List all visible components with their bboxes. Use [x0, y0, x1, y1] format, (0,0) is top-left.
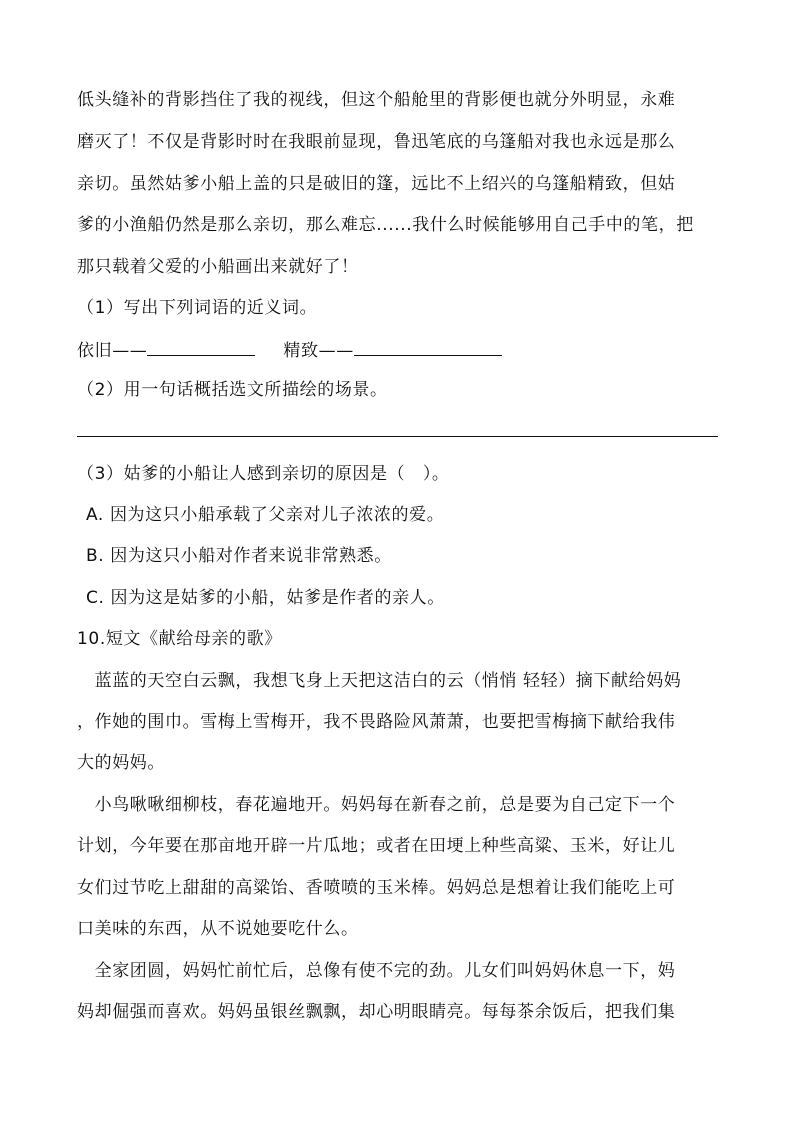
passage-line: 亲切。虽然姑爹小船上盖的只是破旧的篷，远比不上绍兴的乌篷船精致，但姑	[77, 174, 676, 194]
option-a: A. 因为这只小船承载了父亲对儿子浓浓的爱。	[86, 505, 445, 525]
section-paragraph-line: ，作她的围巾。雪梅上雪梅开，我不畏路险风萧萧，也要把雪梅摘下献给我伟	[77, 712, 676, 732]
synonym-item-2-label: 精致——	[283, 341, 354, 361]
answer-line[interactable]	[77, 436, 718, 437]
passage-line: 低头缝补的背影挡住了我的视线，但这个船舱里的背影便也就分外明显，永难	[77, 90, 676, 110]
option-c: C. 因为这是姑爹的小船，姑爹是作者的亲人。	[86, 588, 445, 608]
section-paragraph-line: 全家团圆，妈妈忙前忙后，总像有使不完的劲。儿女们叫妈妈休息一下，妈	[77, 961, 676, 981]
section-paragraph-line: 妈却倔强而喜欢。妈妈虽银丝飘飘，却心明眼睛亮。每每茶余饭后，把我们集	[77, 1002, 676, 1022]
section-paragraph-line: 女们过节吃上甜甜的高粱饴、香喷喷的玉米棒。妈妈总是想着让我们能吃上可	[77, 878, 676, 898]
section-paragraph-line: 小鸟啾啾细柳枝，春花遍地开。妈妈每在新春之前，总是要为自己定下一个	[77, 795, 676, 815]
passage-line: 磨灭了！不仅是背影时时在我眼前显现，鲁迅笔底的乌篷船对我也永远是那么	[77, 132, 676, 152]
synonym-item-1-label: 依旧——	[77, 341, 148, 361]
passage-line: 那只载着父爱的小船画出来就好了！	[77, 257, 359, 277]
section-paragraph-line: 蓝蓝的天空白云飘，我想飞身上天把这洁白的云（悄悄 轻轻）摘下献给妈妈	[77, 671, 682, 691]
question-3-prompt: （3）姑爹的小船让人感到亲切的原因是（ ）。	[77, 464, 450, 484]
passage-line: 爹的小渔船仍然是那么亲切，那么难忘......我什么时候能够用自己手中的笔，把	[77, 215, 694, 235]
question-1-items	[77, 337, 502, 363]
section-paragraph-line: 大的妈妈。	[77, 753, 165, 773]
question-1-prompt: （1）写出下列词语的近义词。	[77, 298, 318, 318]
section-title: 10.短文《献给母亲的歌》	[77, 629, 282, 649]
answer-blank-2[interactable]	[354, 337, 502, 356]
answer-blank-1[interactable]	[147, 337, 255, 356]
section-paragraph-line: 计划，今年要在那亩地开辟一片瓜地；或者在田埂上种些高粱、玉米，好让儿	[77, 836, 676, 856]
section-paragraph-line: 口美味的东西，从不说她要吃什么。	[77, 919, 359, 939]
question-2-prompt: （2）用一句话概括选文所描绘的场景。	[77, 380, 388, 400]
option-b: B. 因为这只小船对作者来说非常熟悉。	[86, 546, 392, 566]
